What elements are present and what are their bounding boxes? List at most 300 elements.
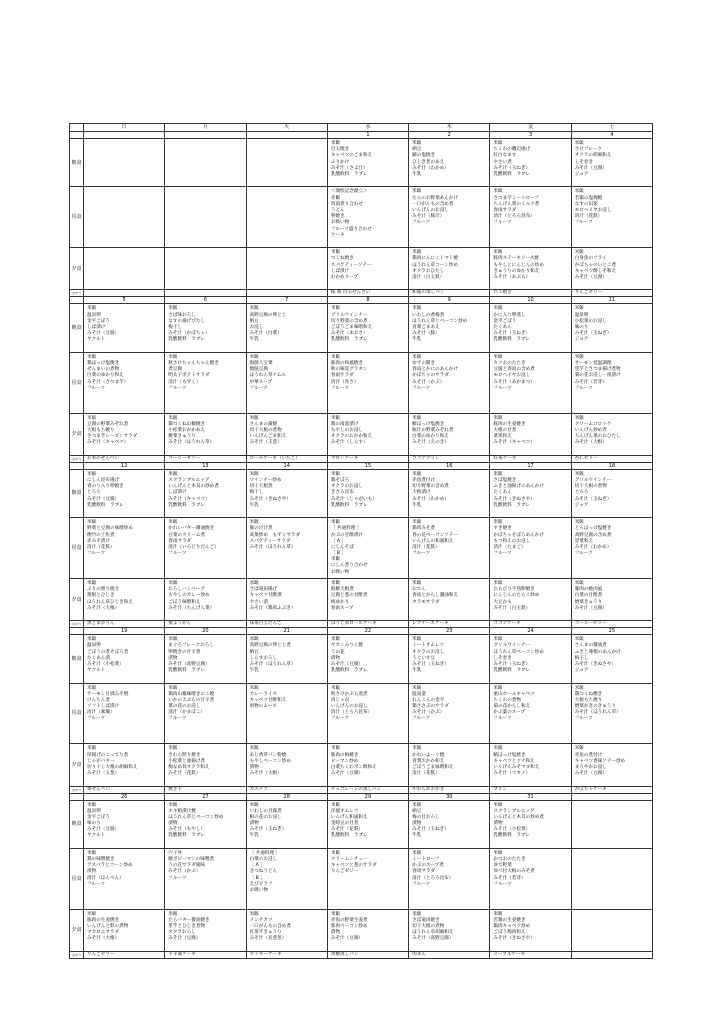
menu-item: 米飯 [168,415,178,421]
snack-label: おやつ [70,455,84,462]
menu-item: 赤みそ漬け [87,538,110,544]
menu-item: 米飯 [87,471,97,477]
menu-item: 米飯 [574,580,584,586]
menu-item: すき焼き [493,526,512,532]
menu-item: みそ汁（小松菜） [493,827,531,833]
menu-item: みそ汁（あかまつ） [493,379,535,385]
date-number: 23 [409,628,490,635]
menu-item: みそ汁（豆腐） [87,331,120,337]
menu-item: ちくわの磯辺揚げ [493,147,531,153]
menu-item: さつま芋レーズンサラダ [87,434,138,440]
menu-item: 米飯 [330,415,341,421]
menu-item: フルーツ [412,385,431,391]
menu-item: 牛乳 [412,502,422,508]
snack-cell: やわらかおかき [409,786,490,793]
menu-item: みそ汁（かぶ） [412,710,445,716]
menu-item: いんげん和風和え [330,814,368,820]
menu-item: フルーツ [330,385,349,391]
menu-item: ちんげん菜のミルク煮 [493,201,540,207]
menu-item: みそ汁（花麩） [168,771,201,777]
menu-item: みそ汁（キャベツ） [493,440,535,446]
lunch-cell [246,187,327,248]
dinner-cell [490,578,571,620]
menu-item: 味のり [87,821,101,827]
breakfast-cell [84,800,165,848]
menu-item: 厚揚げのこってり煮 [87,752,129,758]
dinner-cell [84,578,165,620]
dinner-cell [84,413,165,455]
menu-item: フルーツ [412,220,431,226]
snack-cell: チョコレートの蒸しパン [327,786,408,793]
menu-item: 切り野菜の含め煮 [412,484,449,490]
menu-item: 米飯 [493,685,503,691]
menu-item: 温泉卵 [87,643,101,649]
menu-item: 豚肉の生姜焼き [87,917,120,923]
menu-item: しそ巻き [493,655,512,661]
menu-item: ＜開校記念献立＞ [330,189,368,195]
menu-item: キャベツとツナ和え [493,758,535,764]
date-row-spacer [70,628,84,635]
snack-cell: コーヒーゼリー [571,621,652,628]
menu-item: なすの揚げびたし [168,318,206,324]
menu-item: 乳酸飲料 ラブレ [330,502,368,508]
menu-item: じゃがバター [87,758,115,764]
menu-item: お吸い物 [330,220,350,226]
menu-item: 清汁（とろろ昆布） [493,214,535,220]
dinner-label: 夕食 [70,909,84,951]
menu-item: 米飯 [493,850,503,856]
dinner-cell [246,578,327,620]
menu-item: 金平ごぼう [87,318,110,324]
menu-item: ミートオムレツ [412,643,445,649]
snack-row [70,621,653,628]
menu-item: 鶏そぼろ [330,477,350,483]
menu-item: 重山ホールキャベツ [493,691,535,697]
menu-item: みそ汁（豆腐） [87,496,120,502]
menu-item: 金時豆の甘煮 [330,821,359,827]
date-number [165,132,246,139]
menu-item: ジョア [574,502,589,508]
menu-item: しば漬け [168,490,187,496]
menu-item: 秋さけちゃんちゃん焼き [168,360,219,366]
dinner-cell [490,909,571,951]
menu-item: みそ汁（わかめ） [412,165,449,171]
menu-item: フルーツ [412,716,431,722]
menu-item: かぼちゃそぼろあんかけ [493,532,544,538]
menu-item: フルーツ [574,551,593,557]
menu-item: 春雨とからし醤油和え [412,593,459,599]
lunch-cell [409,352,490,413]
menu-item: みそ汁（玉ねぎ） [412,827,449,833]
menu-item: 高菜炒め もずくサラダ [249,532,301,538]
menu-item: みそ汁（ほうれん草） [168,440,215,446]
menu-item: ホキ粕漬け焼 [168,808,196,814]
menu-item: みそ汁（きぬさや） [574,661,617,667]
menu-item: みそ汁（ワカメ） [493,771,531,777]
menu-item: にんじんのたらこ炒め [493,593,540,599]
menu-item: 高野豆腐の含め煮 [574,532,612,538]
menu-item: うどん [330,207,345,213]
menu-item: みそ汁（キャベツ） [168,496,210,502]
menu-item: 清汁（とろろ昆布） [330,710,373,716]
dinner-cell [165,413,246,455]
dinner-cell [490,413,571,455]
menu-item: 米飯 [493,250,503,256]
breakfast-cell [165,304,246,352]
menu-item: しば漬け [330,268,350,274]
menu-item: かれいよーぐ焼 [412,752,445,758]
menu-item: さつま芋ミートローフ [493,195,540,201]
menu-item: 豚肉の生姜焼き [493,421,526,427]
dinner-label: 夕食 [70,744,84,786]
menu-item: いんげんのお浸し [330,704,368,710]
menu-item: ケーキ [330,232,345,238]
breakfast-cell [490,139,571,187]
menu-item: いんげんと木耳の炒め煮 [168,484,219,490]
dinner-cell [246,248,327,290]
menu-item: 乳酸飲料 ラブレ [493,337,530,343]
menu-item: たらびり半熟卵焼き [493,587,535,593]
menu-item: 米飯 [574,685,584,691]
menu-item: 洋風オムレツ [330,808,359,814]
dinner-cell [165,744,246,786]
menu-item: フルーツ [330,716,349,722]
menu-item: 米飯 [168,580,178,586]
menu-item: 米飯 [574,250,584,256]
menu-item: 温泉卵 [87,312,101,318]
menu-item: みそ汁（大根） [87,936,120,942]
menu-item: みそ汁（きぬさや） [249,496,291,502]
lunch-cell [84,683,165,744]
menu-item: 漬物 [330,930,341,936]
menu-item: かつおのたたき [493,857,526,863]
menu-item: モロヘイヤお浸し [493,373,531,379]
menu-item: 漬物 [249,764,259,770]
snack-cell: 抹茶白玉だんご [246,621,327,628]
menu-item: 清汁（花麩） [412,771,440,777]
date-number: 11 [571,297,652,304]
menu-item: 鶏つくね焼き [574,691,603,697]
menu-item: みそ汁（高野豆腐） [412,936,454,942]
menu-item: 米飯 [168,354,178,360]
menu-item: 米飯 [330,746,341,752]
menu-item: オクラのおかか和え [330,434,373,440]
date-number: 1 [327,132,408,139]
menu-item: みそ汁（玉葱） [87,771,120,777]
menu-item: フルーツ [493,551,512,557]
breakfast-cell [327,304,408,352]
snack-cell: 杏仁ゼリー [571,455,652,462]
snack-row [70,290,653,297]
menu-item: 乳酸飲料 ラブレ [168,337,205,343]
snack-cell: かぼちゃケーキ [571,786,652,793]
menu-item: ぶりの照り焼き [87,587,120,593]
menu-item: やさい漬 [249,599,268,605]
menu-item: 米飯 [330,580,341,586]
breakfast-label: 朝食 [70,800,84,848]
breakfast-label: 朝食 [70,139,84,187]
date-row [70,628,653,635]
lunch-cell [327,352,408,413]
menu-item: 赤魚煮付け [412,477,436,483]
menu-item: 米飯 [87,580,97,586]
menu-item: 菊の花からし和え [493,704,531,710]
menu-item: かぼちゃのサラダ [412,373,449,379]
menu-item: 青菜ごまあえ [412,324,440,330]
menu-item: ごぼうごま味噌和え [412,764,454,770]
snack-cell [246,290,327,297]
menu-item: かれいバター醤油焼き [168,526,215,532]
menu-item: 根の花のお浸し [249,814,282,820]
lunch-cell [327,518,408,579]
menu-item: みそ汁（ほうれん草） [249,661,296,667]
lunch-row [70,187,653,248]
menu-item: 里芋とひじき煮物 [168,924,206,930]
lunch-label: 昼食 [70,187,84,248]
menu-item: 漬物 [87,869,97,875]
menu-item: みそ汁（じゃがいも） [330,496,377,502]
lunch-cell [490,518,571,579]
lunch-label: 昼食 [70,352,84,413]
menu-item: 白菜の甘酢煮 [574,593,603,599]
lunch-cell [165,848,246,909]
menu-item: スパゲティーサラダ [249,538,291,544]
menu-item: 鶏肉キャベツ炒め [493,924,531,930]
menu-item: みそ汁（白菜） [249,331,282,337]
menu-item: 一口がんもの含め煮 [412,201,454,207]
menu-item: オクラのお浸し [330,484,363,490]
lunch-cell [571,518,652,579]
breakfast-cell [571,635,652,683]
menu-item: おでん [412,587,426,593]
menu-item: 米飯 [87,746,97,752]
menu-item: キャベツと葱のサラダ [330,863,377,869]
breakfast-cell [409,469,490,517]
menu-item: とろろ [574,490,589,496]
menu-item: みそ汁（豚） [412,331,440,337]
menu-item: 米飯 [249,471,259,477]
menu-item: みそ汁（大根） [249,771,282,777]
date-row-spacer [70,132,84,139]
breakfast-cell [409,635,490,683]
corner-cell [70,124,84,132]
menu-item: フルーツ [168,875,187,881]
menu-item: 米飯 [168,685,178,691]
menu-item: りんごゼリー [330,869,359,875]
menu-item: けんちん煮 [87,697,110,703]
menu-item: 穴子丼 [168,850,183,856]
date-number: 6 [165,297,246,304]
breakfast-cell [409,304,490,352]
menu-item: みそ汁（かぶ） [412,379,445,385]
menu-item: 米飯 [168,306,178,312]
menu-item: 米飯 [330,306,341,312]
menu-item: 金平ごぼう [87,814,110,820]
lunch-cell [571,848,652,909]
snack-cell: 桜 和 白玉ぜんざい [327,290,408,297]
menu-item: きざみ昆布 [330,490,354,496]
menu-item: オクラおろし [168,930,196,936]
menu-item: 乳酸飲料 ラブレ [330,171,368,177]
dinner-row [70,909,653,951]
menu-item: 米飯 [412,250,422,256]
date-number: 26 [84,793,165,800]
menu-item: みそ汁（ほうれん草） [249,544,296,550]
menu-item: 白菜のお浸し [249,857,278,863]
menu-item: みそ汁（鶏肉ふぶき） [249,605,296,611]
breakfast-cell [246,304,327,352]
menu-item: 切干大根の煮物 [412,924,445,930]
menu-item: 米飯 [574,306,584,312]
menu-item: 白身魚のフライ [574,256,607,262]
menu-item: おろしハンバーグ [168,587,205,593]
menu-item: 筑前煮り合わせ [330,201,364,207]
menu-item: 米飯 [168,802,178,808]
menu-item: 漬物 [249,821,259,827]
menu-item: 米飯 [412,580,422,586]
menu-item: ［ 共通料理 ］ [330,526,362,532]
date-row [70,297,653,304]
menu-item: 中華スープ [249,379,273,385]
menu-item: 高野豆腐の卵とじ煮 [249,643,291,649]
menu-item: キャベツ甘酢漬 [249,593,282,599]
menu-item: 米飯 [493,141,503,146]
dinner-row [70,248,653,290]
menu-item: うの花 [330,649,345,655]
menu-item: みそ汁（しらす） [330,440,368,446]
menu-item: 里菜和え [574,538,594,544]
menu-item: つくね焼き [330,256,354,262]
menu-item: フルーツ [574,220,593,226]
menu-item: 米飯 [249,415,259,421]
menu-item: 梅干し [168,324,183,330]
menu-item: みそ汁（玉ねぎ） [574,331,612,337]
date-number: 18 [571,462,652,469]
menu-item: 乳酸飲料 ラブレ [493,833,530,839]
dinner-cell [165,909,246,951]
menu-item: きゅうりのゆかり和え [493,268,540,274]
menu-item: 菊の花お浸し一夜漬け [574,373,621,379]
menu-item: 米飯 [249,354,259,360]
menu-item: ごぼうごま味噌和え [330,324,373,330]
menu-item: ［ A ］ [330,538,347,544]
menu-item: 清汁（はんぺん） [87,875,124,881]
menu-item: フルーツ [574,716,593,722]
menu-item: みそ汁（きぬさや） [493,936,535,942]
menu-item: クリームコロッケ [574,421,612,427]
lunch-cell [490,683,571,744]
menu-item: みそ汁（さつま芋） [87,379,129,385]
lunch-label: 昼食 [70,518,84,579]
menu-item: メンチカツ [249,917,273,923]
menu-item: 米飯 [249,746,259,752]
menu-item: 乳酸飲料 ラブレ [168,502,205,508]
menu-item: いんげんのお浸し [412,207,449,213]
menu-item: キャベツ甘酢和え [249,697,287,703]
breakfast-label: 朝食 [70,469,84,517]
dinner-cell [165,248,246,290]
breakfast-cell [571,800,652,848]
menu-item: 米飯 [168,471,178,477]
menu-item: フルーツ [87,716,106,722]
snack-cell [165,290,246,297]
menu-item: フルーツ [412,881,431,887]
breakfast-cell [571,139,652,187]
menu-item: 焼菜かきのきゅうり [574,704,617,710]
menu-item: 米飯 [574,189,584,195]
date-row-spacer [70,297,84,304]
menu-item: ゆべ付大根のみそ煮 [493,869,535,875]
dinner-label: 夕食 [70,578,84,620]
menu-item: 白菜のゆかり和え [412,434,449,440]
menu-item: 菜果和え [493,434,512,440]
menu-item: オクラおひたし [412,268,445,274]
menu-item: 漬物 [168,655,178,661]
breakfast-cell [246,139,327,187]
menu-item: みそ汁（大根） [574,440,607,446]
menu-item: 鯵ほっけ塩焼き [412,421,445,427]
menu-item: ゆずの開き [412,360,436,366]
menu-item: ふきと蓮根のあんかけ [574,649,621,655]
menu-item: 春雨サラダ [412,869,436,875]
menu-item: 豚肉の和風焼き [330,360,364,366]
snack-cell: カステラ [246,786,327,793]
lunch-cell [246,352,327,413]
menu-item: 米飯 [412,911,422,917]
menu-item: ほうれん草ベーコン炒め [493,649,544,655]
menu-item: 秋の味覚グラタン [330,367,368,373]
date-number: 25 [571,628,652,635]
menu-item: 一口がんもの含め煮 [249,924,291,930]
menu-item: フルーツ [87,881,106,887]
dinner-cell [490,744,571,786]
menu-item: みそ汁（大根） [87,605,120,611]
snack-label: おやつ [70,951,84,958]
menu-item: 漬物 [493,821,503,827]
menu-item: 米飯 [330,911,341,917]
date-number: 22 [327,628,408,635]
breakfast-cell [571,469,652,517]
menu-item: 春雨サラダ [493,207,517,213]
menu-item: お浸し [249,324,264,330]
menu-item: 清汁（花麩） [87,544,115,550]
day-header: 火 [246,124,327,132]
menu-item: れんこんの金平 [412,697,445,703]
menu-item: 米飯 [493,580,503,586]
menu-item: 牛乳 [412,171,422,177]
menu-item: 紅茶ずきゅうり [249,930,282,936]
menu-item: みそ汁（玉ねぎ） [493,165,531,171]
dinner-cell [409,578,490,620]
menu-item: いんげんと麩の煮物 [87,924,129,930]
lunch-row [70,518,653,579]
menu-item: 大豆かも [493,599,512,605]
day-header: 金 [490,124,571,132]
menu-item: さば塩焼き [493,477,517,483]
menu-item: さば味おろし [168,312,196,318]
menu-item: フルーツ [87,385,106,391]
dinner-label: 夕食 [70,248,84,290]
menu-item: みそ汁（あおさ） [330,331,368,337]
menu-item: ヤクルト [87,668,106,674]
menu-item: みそ汁（きぬさや） [493,496,535,502]
menu-item: みそ汁（もやし） [168,827,206,833]
menu-item: みそ汁（豆腐） [574,165,607,171]
lunch-label: 昼食 [70,848,84,909]
menu-item: 清汁（花麩） [412,544,440,550]
menu-item: 鶏肉みそ煮 [412,526,436,532]
menu-item: 牛乳 [249,668,259,674]
